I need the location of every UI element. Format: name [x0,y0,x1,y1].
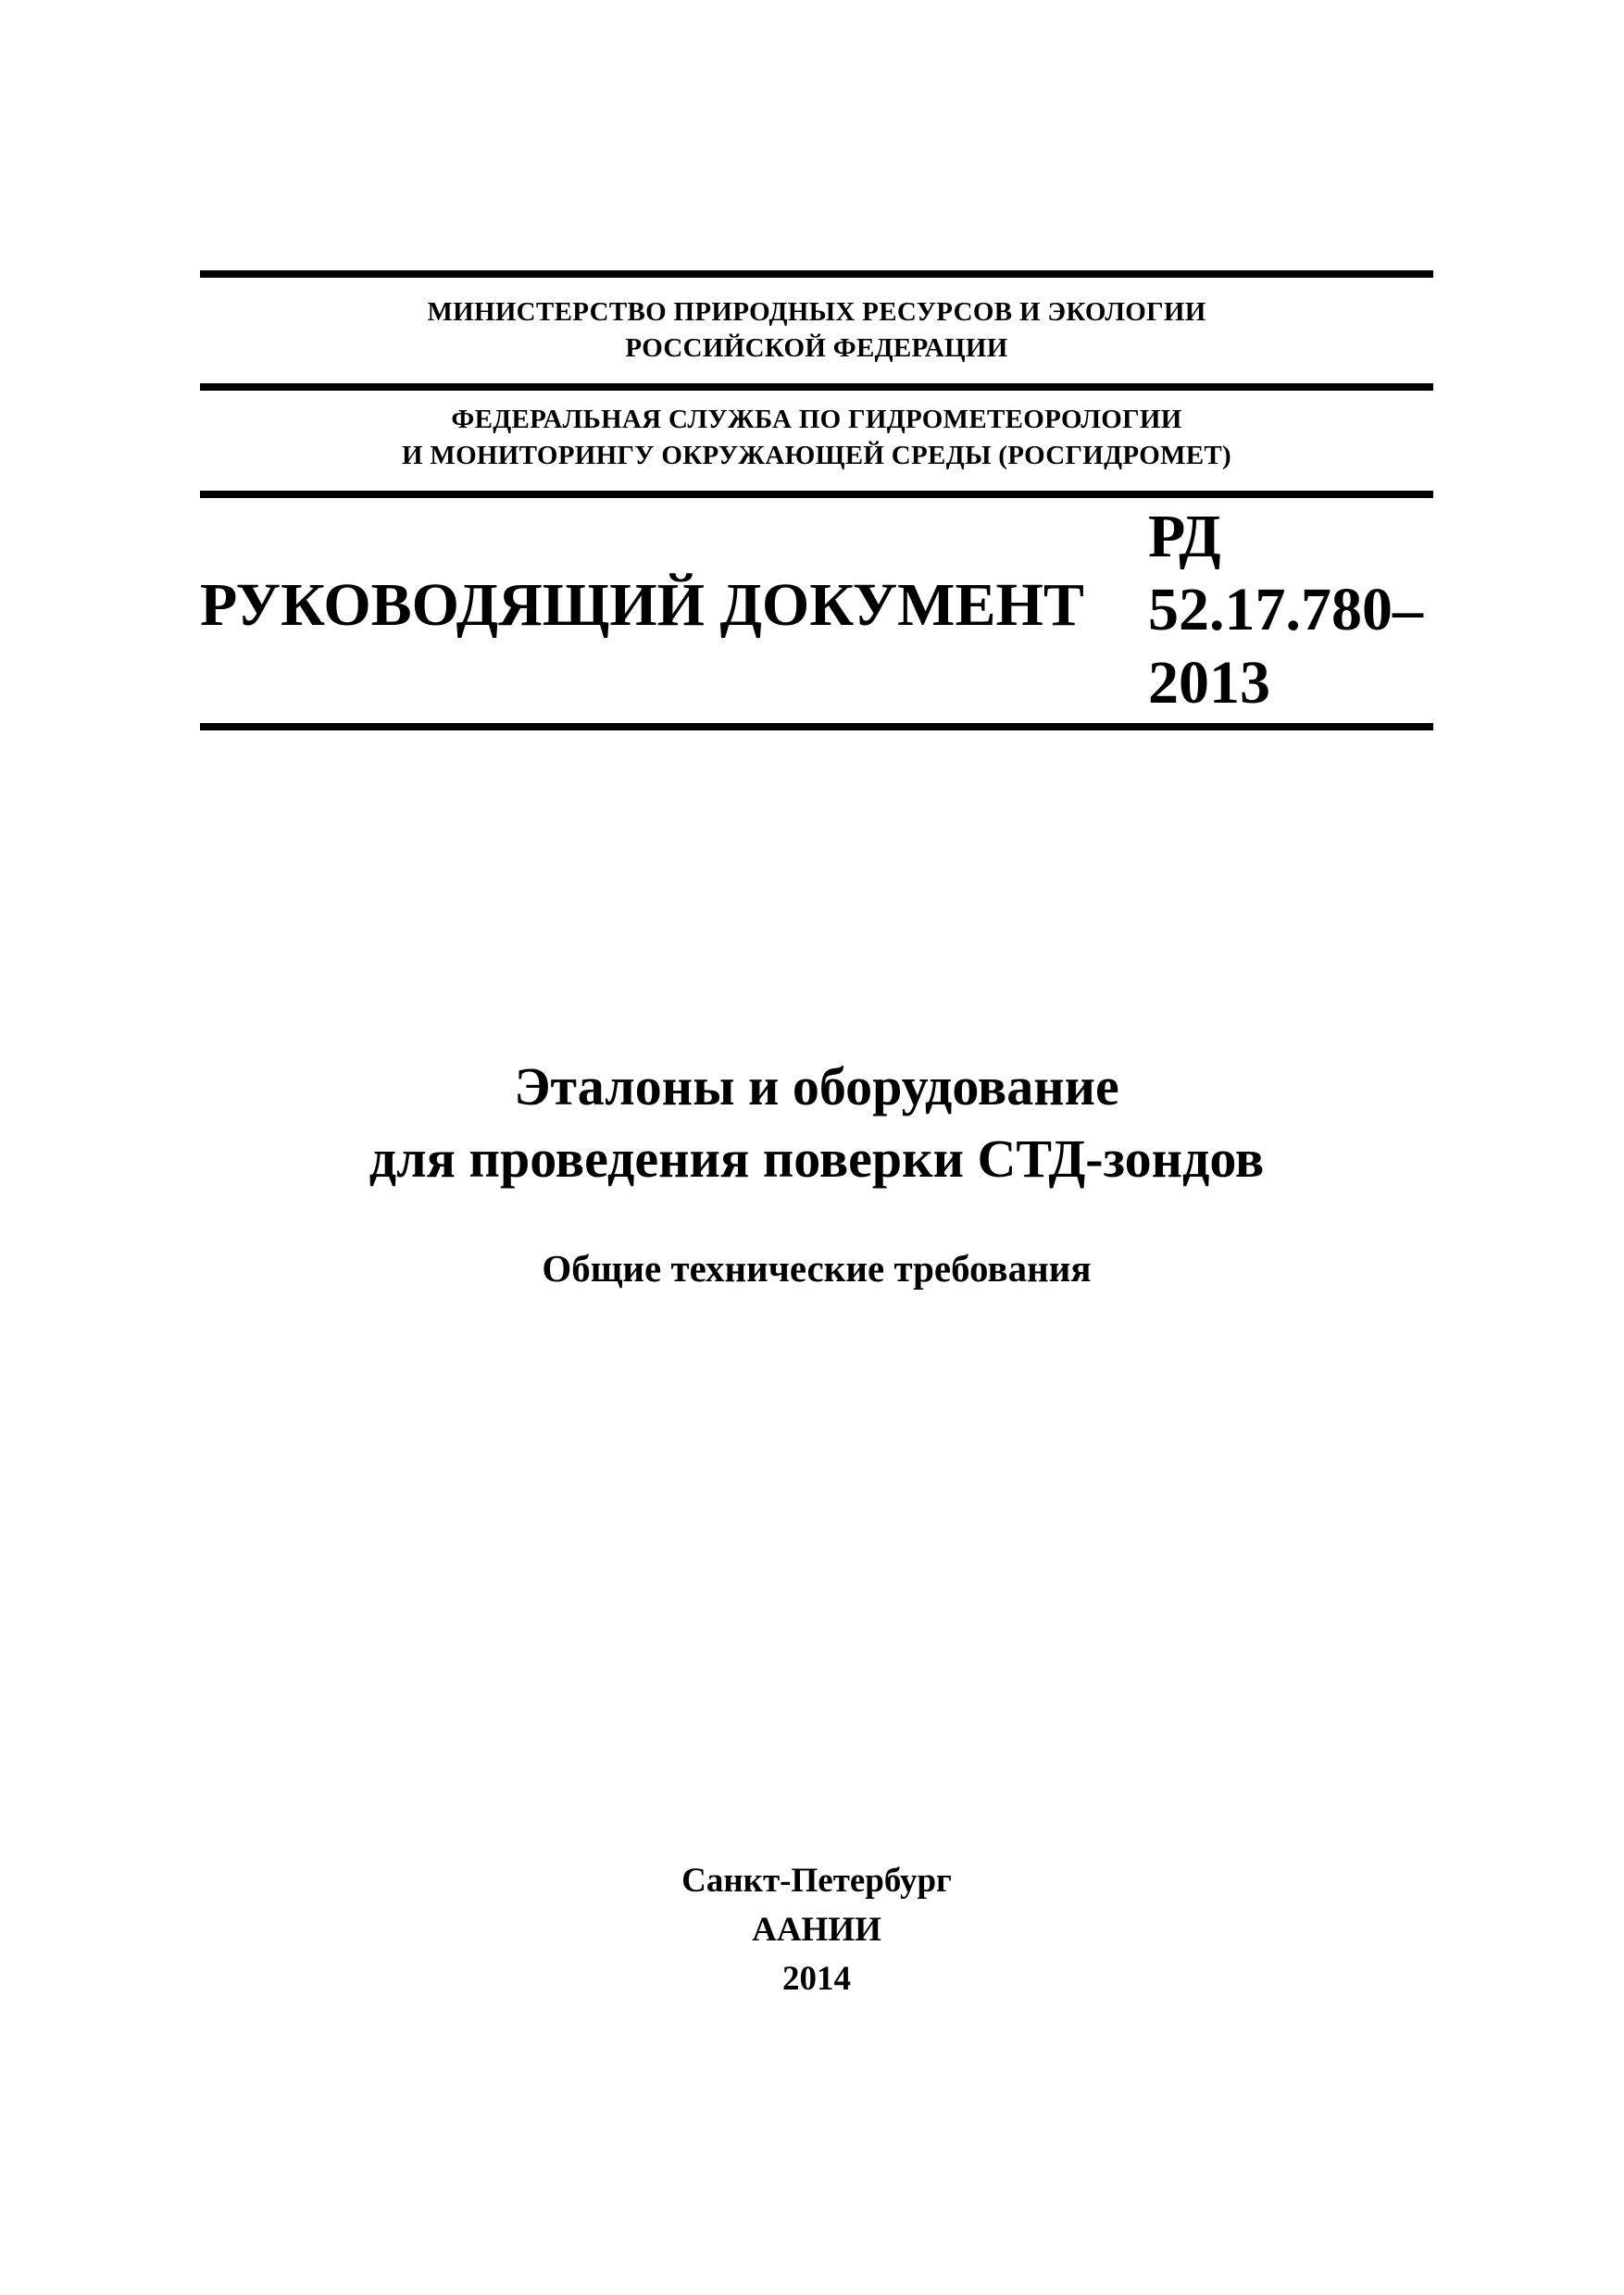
document-title [200,1051,1433,1195]
imprint [200,1856,1433,2003]
title-line-2: для проведения поверки СТД-зондов [369,1129,1265,1189]
document-code-prefix: РД [1148,503,1221,570]
bottom-rule [200,723,1433,730]
imprint-city: Санкт-Петербург [681,1862,952,1900]
service-line-1: ФЕДЕРАЛЬНАЯ СЛУЖБА ПО ГИДРОМЕТЕОРОЛОГИИ [451,405,1182,434]
document-code [1148,500,1423,719]
separator-rule-2 [200,491,1433,498]
separator-rule-1 [200,383,1433,391]
document-code-number: 52.17.780– [1148,576,1423,643]
ministry-line-2: РОССИЙСКОЙ ФЕДЕРАЦИИ [625,333,1008,363]
ministry-name [200,294,1433,367]
imprint-year: 2014 [782,1960,851,1998]
document-code-year: 2013 [1148,649,1270,717]
top-rule [200,270,1433,278]
service-line-2: И МОНИТОРИНГУ ОКРУЖАЮЩЕЙ СРЕДЫ (РОСГИДРОМЕТ) [401,441,1231,470]
document-type: РУКОВОДЯЩИЙ ДОКУМЕНТ [200,571,1084,639]
ministry-line-1: МИНИСТЕРСТВО ПРИРОДНЫХ РЕСУРСОВ И ЭКОЛОГИИ [427,297,1206,327]
imprint-publisher: ААНИИ [752,1911,881,1949]
service-name [200,402,1433,474]
document-subtitle: Общие технические требования [542,1247,1092,1290]
title-line-1: Эталоны и оборудование [514,1056,1119,1116]
